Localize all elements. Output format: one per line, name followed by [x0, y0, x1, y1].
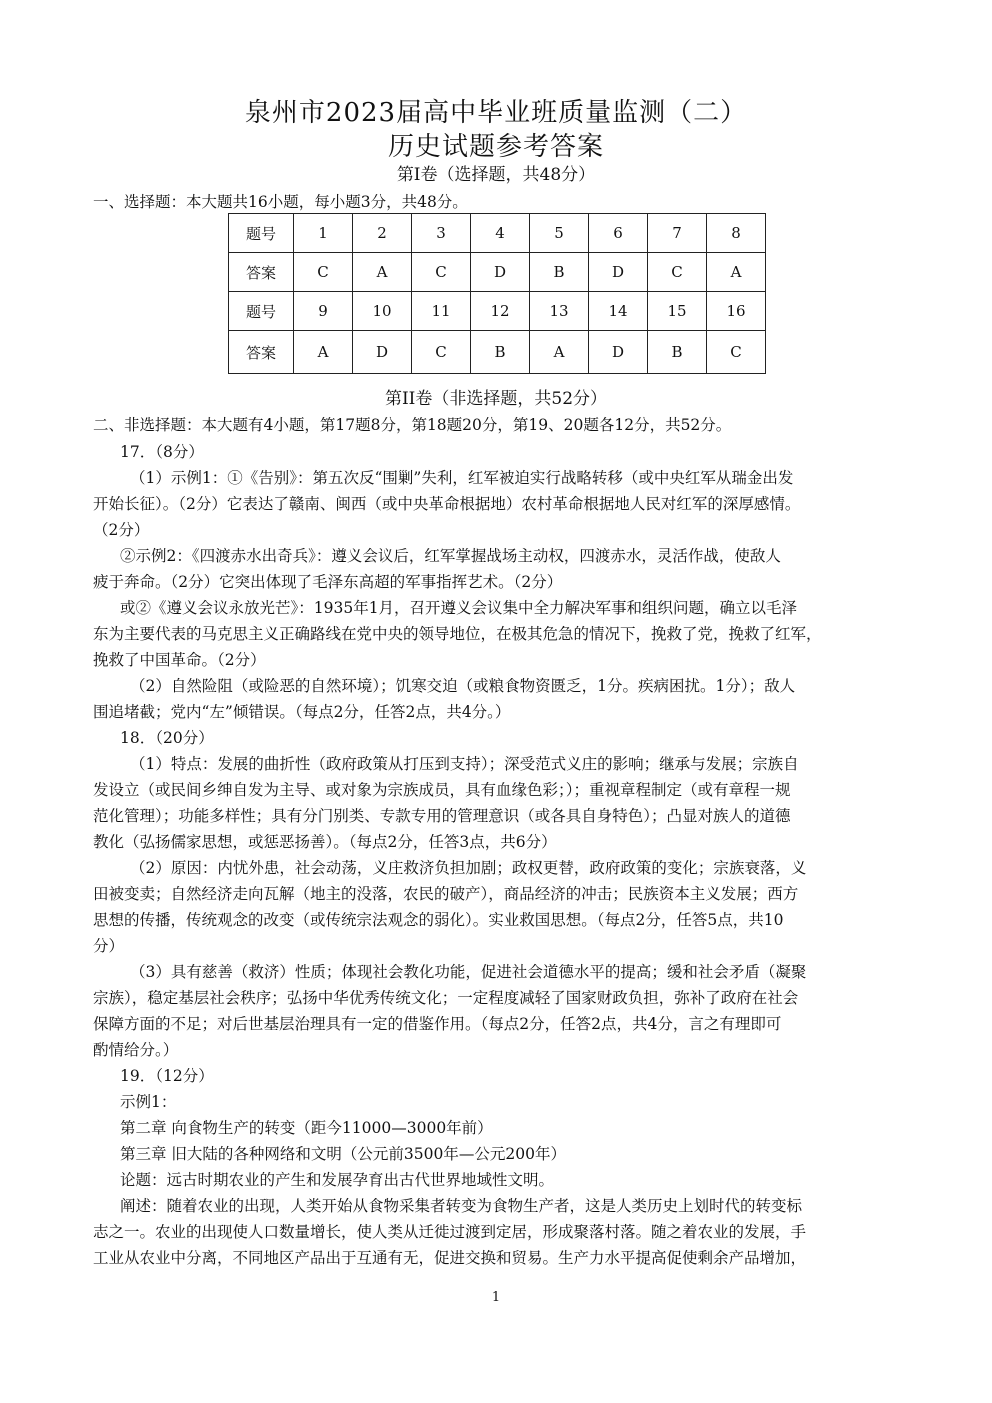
question-19-heading: 19．（12分） — [120, 1067, 214, 1085]
table-cell: A — [707, 253, 766, 292]
table-cell: 11 — [412, 292, 471, 331]
table-cell: A — [530, 331, 589, 374]
table-cell: 3 — [412, 214, 471, 253]
table-cell: C — [412, 253, 471, 292]
table-cell: 7 — [648, 214, 707, 253]
part1-title: 第Ⅰ卷（选择题，共48分） — [396, 165, 596, 185]
text-line: 发设立（或民间乡绅自发为主导、或对象为宗族成员，具有血缘色彩；）；重视章程制定（或有章程一规 — [93, 781, 791, 799]
part2-title: 第II卷（非选择题，共52分） — [384, 389, 608, 409]
question-18-heading: 18．（20分） — [120, 729, 214, 747]
table-cell: C — [648, 253, 707, 292]
table-cell: B — [530, 253, 589, 292]
table-cell: D — [471, 253, 530, 292]
answer-table — [228, 213, 766, 374]
document-title: 泉州市2023届高中毕业班质量监测（二） — [244, 98, 748, 128]
row-label-answer: 答案 — [229, 253, 294, 292]
text-line: 第二章 向食物生产的转变（距今11000—3000年前） — [120, 1119, 493, 1137]
text-line: 开始长征）。（2分）它表达了赣南、闽西（或中央革命根据地）农村革命根据地人民对红军的深厚感情。 — [93, 495, 801, 513]
table-cell: 6 — [589, 214, 648, 253]
text-line: 疲于奔命。（2分）它突出体现了毛泽东高超的军事指挥艺术。（2分） — [93, 573, 563, 591]
table-cell: 13 — [530, 292, 589, 331]
text-line: （1）特点：发展的曲折性（政府政策从打压到支持）；深受范式义庄的影响；继承与发展；宗族自 — [130, 755, 799, 773]
text-line: 或②《遵义会议永放光芒》：1935年1月，召开遵义会议集中全力解决军事和组织问题，确立以毛泽 — [120, 599, 798, 617]
question-17-heading: 17．（8分） — [120, 443, 204, 461]
row-label-question: 题号 — [229, 214, 294, 253]
text-line: （2）原因：内忧外患，社会动荡，义庄救济负担加剧；政权更替，政府政策的变化；宗族衰落，义 — [130, 859, 807, 877]
table-cell: C — [707, 331, 766, 374]
section2-instruction: 二、非选择题：本大题有4小题，第17题8分，第18题20分，第19、20题各12分，共52分。 — [93, 416, 732, 434]
table-cell: C — [412, 331, 471, 374]
text-line: （1）示例1：①《告别》：第五次反“围剿”失利，红军被迫实行战略转移（或中央红军从瑞金出发 — [130, 469, 794, 487]
text-line: （3）具有慈善（救济）性质；体现社会教化功能，促进社会道德水平的提高；缓和社会矛盾（凝聚 — [130, 963, 807, 981]
text-line: 示例1： — [120, 1093, 177, 1111]
table-cell: 10 — [353, 292, 412, 331]
text-line: 分） — [93, 937, 125, 955]
page-number: 1 — [491, 1290, 501, 1305]
table-cell: 15 — [648, 292, 707, 331]
text-line: 志之一。农业的出现使人口数量增长，使人类从迁徙过渡到定居，形成聚落村落。随之着农业的发展，手 — [93, 1223, 807, 1241]
text-line: 挽救了中国革命。（2分） — [93, 651, 266, 669]
table-cell: 16 — [707, 292, 766, 331]
table-cell: 8 — [707, 214, 766, 253]
row-label-question: 题号 — [229, 292, 294, 331]
text-line: 围追堵截；党内“左”倾错误。（每点2分，任答2点，共4分。） — [93, 703, 511, 721]
table-cell: D — [589, 331, 648, 374]
table-cell: B — [648, 331, 707, 374]
section1-instruction: 一、选择题：本大题共16小题，每小题3分，共48分。 — [93, 193, 468, 211]
table-cell: 5 — [530, 214, 589, 253]
table-cell: 12 — [471, 292, 530, 331]
text-line: （2）自然险阻（或险恶的自然环境）；饥寒交迫（或粮食物资匮乏，1分。疾病困扰。1分）；敌人 — [130, 677, 796, 695]
table-cell: D — [589, 253, 648, 292]
table-row — [229, 214, 766, 253]
table-cell: 2 — [353, 214, 412, 253]
text-line: 保障方面的不足；对后世基层治理具有一定的借鉴作用。（每点2分，任答2点，共4分，言之有理即可 — [93, 1015, 782, 1033]
table-cell: A — [294, 331, 353, 374]
table-cell: A — [353, 253, 412, 292]
text-line: 酌情给分。） — [93, 1041, 179, 1059]
table-row — [229, 331, 766, 374]
text-line: ②示例2：《四渡赤水出奇兵》：遵义会议后，红军掌握战场主动权，四渡赤水，灵活作战，使敌人 — [120, 547, 781, 565]
text-line: 论题：远古时期农业的产生和发展孕育出古代世界地域性文明。 — [120, 1171, 555, 1189]
text-line: 教化（弘扬儒家思想，或惩恶扬善）。（每点2分，任答3点，共6分） — [93, 833, 557, 851]
table-row — [229, 253, 766, 292]
text-line: 东为主要代表的马克思主义正确路线在党中央的领导地位，在极其危急的情况下，挽救了党，挽救了红军， — [93, 625, 822, 643]
text-line: 田被变卖；自然经济走向瓦解（地主的没落，农民的破产），商品经济的冲击；民族资本主义发展；西方 — [93, 885, 799, 903]
table-cell: 1 — [294, 214, 353, 253]
text-line: 第三章 旧大陆的各种网络和文明（公元前3500年—公元200年） — [120, 1145, 566, 1163]
table-cell: 4 — [471, 214, 530, 253]
table-cell: 14 — [589, 292, 648, 331]
text-line: 宗族），稳定基层社会秩序；弘扬中华优秀传统文化；一定程度减轻了国家财政负担，弥补了政府在社会 — [93, 989, 799, 1007]
table-row — [229, 292, 766, 331]
table-cell: 9 — [294, 292, 353, 331]
table-cell: D — [353, 331, 412, 374]
text-line: （2分） — [93, 521, 150, 539]
table-cell: B — [471, 331, 530, 374]
document-subtitle: 历史试题参考答案 — [387, 132, 604, 162]
row-label-answer: 答案 — [229, 331, 294, 374]
text-line: 工业从农业中分离，不同地区产品出于互通有无，促进交换和贸易。生产力水平提高促使剩余产品增加， — [93, 1249, 807, 1267]
text-line: 范化管理）；功能多样性；具有分门别类、专款专用的管理意识（或各具自身特色）；凸显对族人的道德 — [93, 807, 791, 825]
table-cell: C — [294, 253, 353, 292]
text-line: 阐述：随着农业的出现，人类开始从食物采集者转变为食物生产者，这是人类历史上划时代的转变标 — [120, 1197, 803, 1215]
text-line: 思想的传播，传统观念的改变（或传统宗法观念的弱化）。实业救国思想。（每点2分，任答5点，共10 — [93, 911, 784, 929]
